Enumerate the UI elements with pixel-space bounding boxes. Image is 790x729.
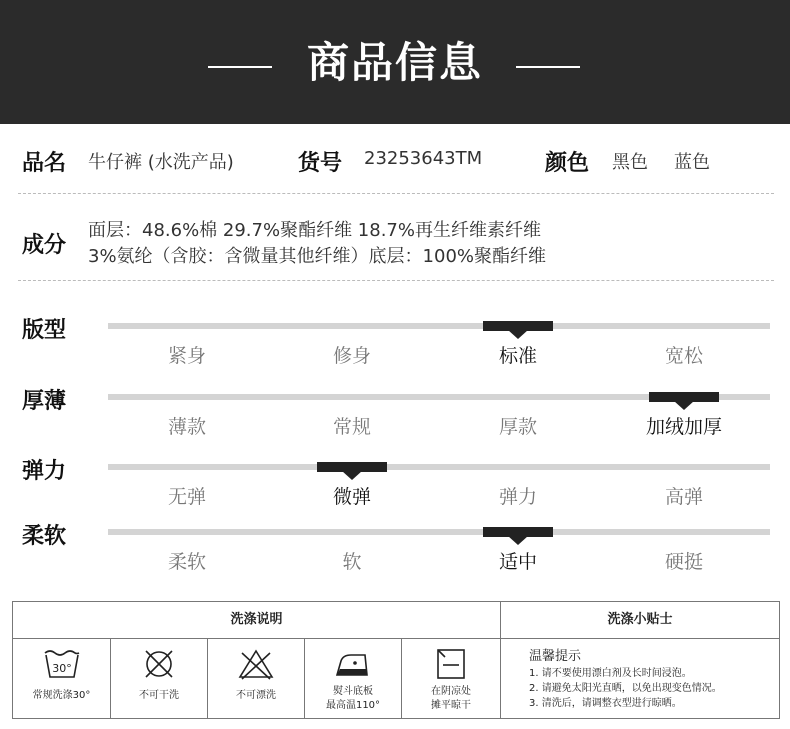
scale-selection-marker (649, 392, 719, 402)
composition-line: 3%氨纶（含胶：含微量其他纤维）底层：100%聚酯纤维 (88, 246, 547, 267)
name-value: 牛仔裤 (水洗产品) (88, 152, 234, 173)
care-item-dry-clean (111, 639, 207, 718)
scale-track (108, 464, 770, 470)
color-value-black: 黑色 (612, 152, 648, 173)
marker-pointer-icon (674, 401, 694, 410)
tip-line: 3. 清洗后，请调整衣型进行晾晒。 (529, 698, 682, 709)
care-caption-line: 最高温110° (325, 700, 381, 711)
divider (18, 280, 774, 281)
care-caption: 不可干洗 (139, 690, 179, 701)
care-caption-line: 在阴凉处 (431, 686, 471, 697)
scale-option: 常规 (332, 416, 371, 438)
care-caption (305, 685, 401, 713)
scale-label: 厚薄 (22, 389, 67, 414)
marker-pointer-icon (508, 536, 528, 545)
code-label: 货号 (298, 151, 343, 176)
scale-option: 紧身 (167, 345, 206, 367)
scale-selection-marker (483, 527, 553, 537)
scale-option: 宽松 (664, 345, 703, 367)
scale-selection-marker (483, 321, 553, 331)
table-rule (500, 602, 501, 718)
care-caption: 常规洗涤30° (32, 690, 91, 701)
scale-option: 高弹 (664, 486, 703, 508)
care-caption (402, 685, 500, 713)
code-value: 23253643TM (364, 148, 483, 169)
scale-option: 薄款 (167, 416, 206, 438)
scale-track (108, 323, 770, 329)
scale-option: 硬挺 (664, 551, 703, 573)
scale-option: 弹力 (498, 486, 537, 508)
scale-option-selected: 微弹 (332, 486, 371, 508)
scale-option: 柔软 (167, 551, 206, 573)
care-item-bleach (208, 639, 304, 718)
care-instructions-title: 洗涤说明 (230, 612, 283, 627)
color-value-blue: 蓝色 (674, 152, 710, 173)
tip-line: 1. 请不要使用漂白剂及长时间浸泡。 (529, 668, 692, 679)
name-label: 品名 (22, 151, 67, 176)
iron-low-icon (305, 647, 401, 685)
care-table (12, 601, 780, 719)
scale-label: 弹力 (22, 459, 67, 484)
scale-selection-marker (317, 462, 387, 472)
scale-label: 版型 (22, 318, 67, 343)
no-dry-clean-icon (111, 647, 207, 685)
tips-title: 温馨提示 (529, 649, 582, 664)
scale-option: 修身 (332, 345, 371, 367)
care-item-dry (402, 639, 500, 718)
care-caption-line: 熨斗底板 (333, 686, 373, 697)
care-tips (513, 639, 779, 718)
wash-30-icon (13, 647, 110, 685)
header-banner (0, 0, 790, 124)
scale-option-selected: 加绒加厚 (645, 416, 722, 438)
tip-line: 2. 请避免太阳光直晒，以免出现变色情况。 (529, 683, 722, 694)
scale-option: 软 (342, 551, 362, 573)
color-label: 颜色 (545, 151, 590, 176)
scale-option: 厚款 (498, 416, 537, 438)
wash-temp-text: 30° (51, 662, 72, 675)
marker-pointer-icon (342, 471, 362, 480)
no-bleach-icon (208, 647, 304, 685)
scale-option: 无弹 (167, 486, 206, 508)
care-caption-line: 摊平晾干 (431, 700, 471, 711)
care-tips-title: 洗涤小贴士 (607, 612, 673, 627)
care-caption: 不可漂洗 (236, 690, 276, 701)
scale-option-selected: 标准 (498, 345, 537, 367)
care-item-wash (13, 639, 110, 718)
care-item-iron (305, 639, 401, 718)
marker-pointer-icon (508, 330, 528, 339)
composition-line: 面层：48.6%棉 29.7%聚酯纤维 18.7%再生纤维素纤维 (88, 220, 541, 241)
scale-label: 柔软 (22, 524, 67, 549)
composition-label: 成分 (22, 233, 67, 258)
dry-flat-shade-icon (402, 647, 500, 685)
page-title: 商品信息 (306, 38, 483, 87)
scale-option-selected: 适中 (498, 551, 537, 573)
divider (18, 193, 774, 194)
title-right-rule (516, 66, 580, 68)
scale-track (108, 529, 770, 535)
